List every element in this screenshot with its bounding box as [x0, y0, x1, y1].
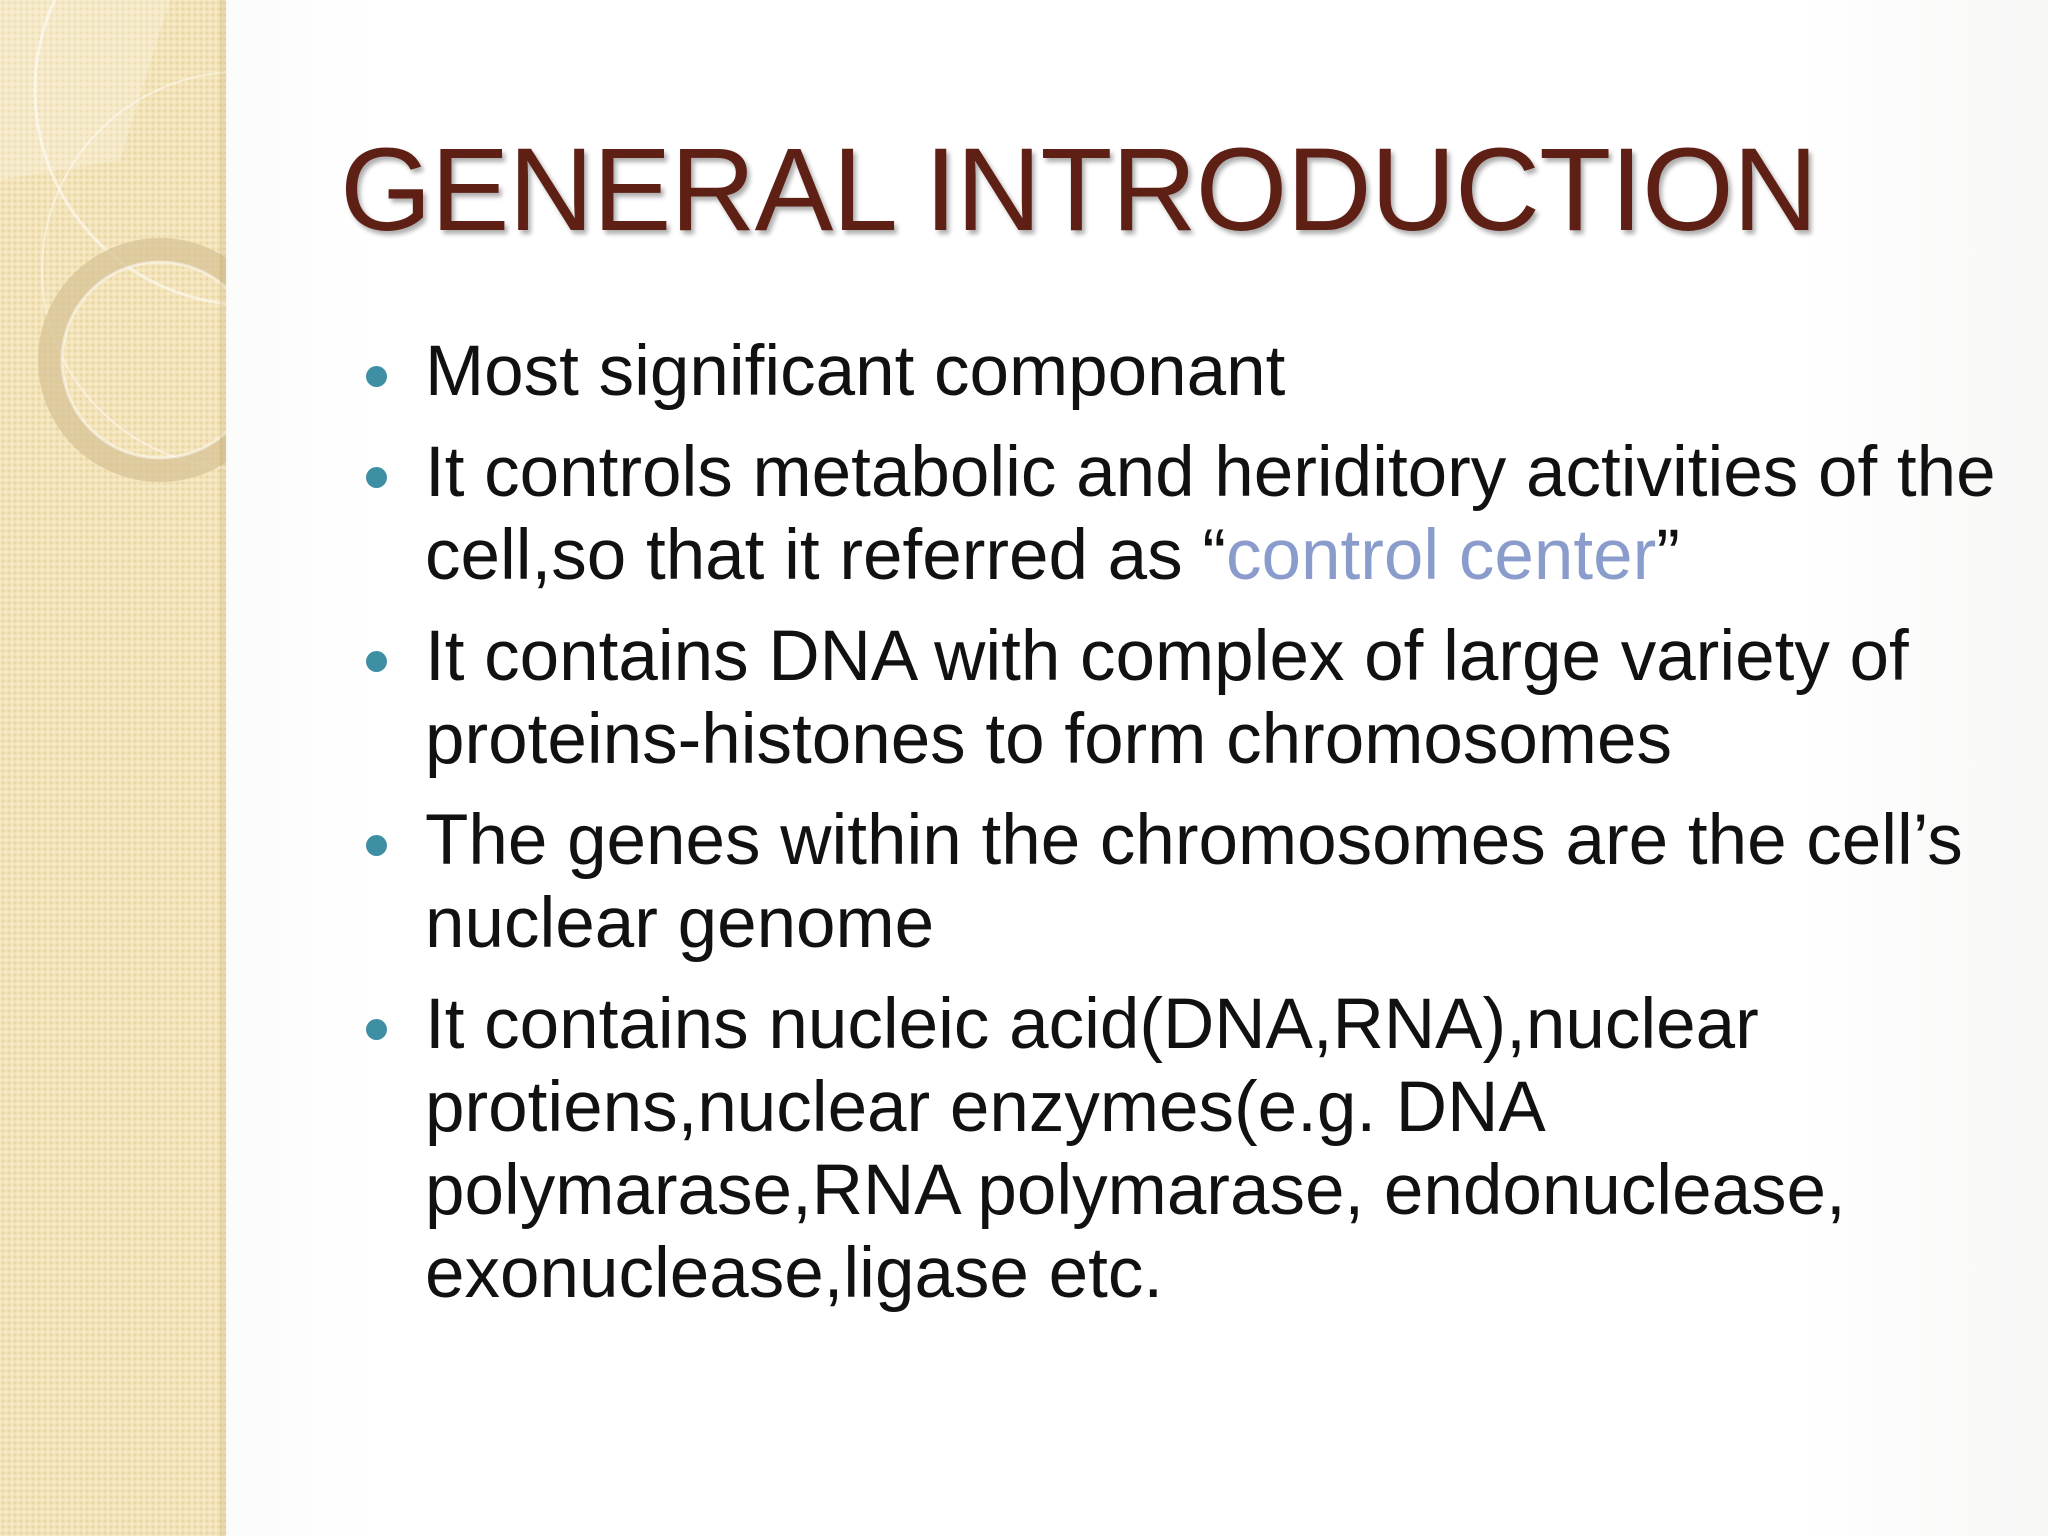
bullet-dot-icon	[366, 1019, 387, 1040]
bullet-dot-icon	[366, 835, 387, 856]
bullet-item	[360, 431, 2000, 597]
decorative-ring-thick	[50, 250, 226, 470]
bullet-text: It controls metabolic and heriditory activities of the cell,so that it referred as “	[425, 433, 1996, 595]
bullet-item	[360, 799, 2000, 965]
decorative-rings	[0, 0, 226, 1536]
bullet-text: It contains DNA with complex of large variety of proteins-histones to form chromosomes	[425, 617, 1909, 779]
highlighted-term: control center	[1226, 516, 1657, 595]
bullet-text: The genes within the chromosomes are the cell’s nuclear genome	[425, 801, 1963, 963]
bullet-list	[360, 330, 2000, 1333]
bullet-item	[360, 330, 2000, 413]
decorative-side-panel	[0, 0, 226, 1536]
decorative-sheen	[0, 0, 170, 180]
bullet-dot-icon	[366, 366, 387, 387]
bullet-item	[360, 615, 2000, 781]
side-panel-edge	[220, 0, 228, 1536]
bullet-text: It contains nucleic acid(DNA,RNA),nuclear protiens,nuclear enzymes(e.g. DNA polymarase,RNA polymarase, endonuclease, exonuclease,ligase etc.	[425, 985, 1846, 1313]
bullet-text-closing-quote: ”	[1656, 516, 1680, 595]
slide-title: GENERAL INTRODUCTION	[340, 124, 1817, 256]
bullet-dot-icon	[366, 651, 387, 672]
bullet-text: Most significant componant	[425, 332, 1286, 411]
bullet-item	[360, 983, 2000, 1315]
bullet-dot-icon	[366, 467, 387, 488]
